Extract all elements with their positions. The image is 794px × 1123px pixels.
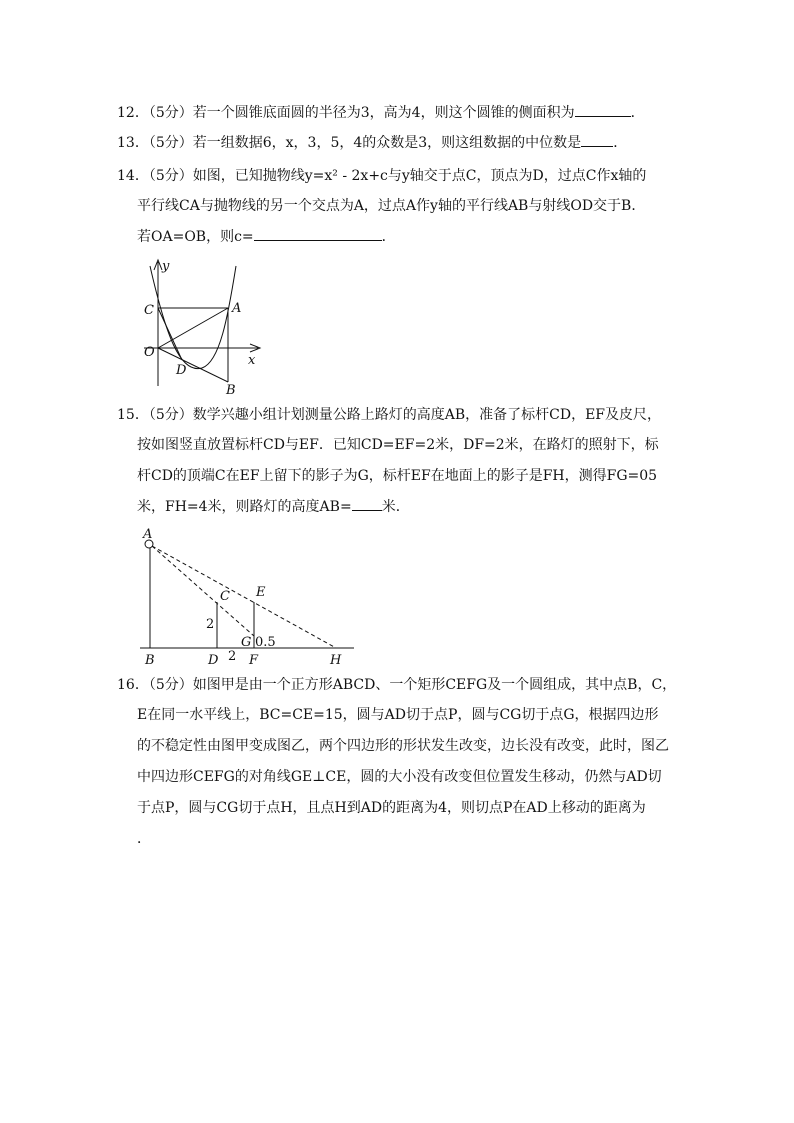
question-14 (117, 167, 646, 185)
question-15 (117, 406, 661, 424)
question-15-line-4 (137, 498, 410, 516)
question-16 (117, 676, 676, 694)
question-text: 若一组数据6，x，3，5，4的众数是3，则这组数据的中位数是 (192, 135, 582, 151)
question-score: （5分） (148, 677, 193, 693)
question-text: 若一个圆锥底面圆的半径为3，高为4，则这个圆锥的侧面积为 (192, 105, 575, 121)
question-text-line-1: 如图甲是由一个正方形ABCD、一个矩形CEFG及一个圆组成，其中点B，C， (192, 677, 677, 693)
label-fg-length: 0.5 (255, 635, 276, 650)
label-d: D (176, 363, 187, 378)
light-ray-ag (152, 546, 254, 636)
question-number: 13． (117, 135, 149, 151)
question-score: （5分） (148, 407, 193, 423)
label-x: x (248, 353, 256, 368)
question-15-line-2: 按如图竖直放置标杆CD与EF．已知CD=EF=2米，DF=2米，在路灯的照射下，标 (137, 437, 659, 453)
label-f: F (249, 653, 259, 668)
segment-cd (158, 308, 182, 360)
question-score: （5分） (148, 135, 193, 151)
question-score: （5分） (148, 168, 193, 184)
question-text-line-1: 如图，已知抛物线y=x² - 2x+c与y轴交于点C，顶点为D，过点C作x轴的 (192, 168, 647, 184)
question-number: 15． (117, 407, 149, 423)
answer-blank[interactable] (254, 228, 382, 241)
label-a: A (232, 301, 242, 316)
label-e: E (256, 585, 266, 600)
parabola-figure (140, 256, 270, 396)
answer-blank[interactable] (581, 134, 613, 147)
question-tail: ． (630, 105, 645, 121)
question-number: 16． (117, 677, 149, 693)
question-16-line-4: 中四边形CEFG的对角线GE⊥CE，圆的大小没有改变但位置发生移动，仍然与AD切 (137, 769, 662, 785)
question-number: 12． (117, 105, 149, 121)
question-tail: 米． (381, 499, 410, 515)
label-df-length: 2 (228, 649, 237, 664)
label-g: G (241, 635, 252, 650)
question-12 (117, 104, 645, 122)
answer-blank[interactable] (575, 104, 631, 117)
question-13 (117, 134, 627, 152)
question-text-line-4: 米，FH=4米，则路灯的高度AB= (137, 499, 352, 515)
label-h: H (330, 653, 342, 668)
question-number: 14． (117, 168, 149, 184)
label-cd-length: 2 (206, 617, 215, 632)
question-14-line-3 (137, 228, 396, 246)
parabola-curve (150, 266, 236, 369)
question-score: （5分） (148, 105, 193, 121)
question-text-line-1: 数学兴趣小组计划测量公路上路灯的高度AB，准备了标杆CD，EF及皮尺， (192, 407, 662, 423)
question-14-line-2: 平行线CA与抛物线的另一个交点为A，过点A作y轴的平行线AB与射线OD交于B． (137, 198, 646, 214)
label-o: O (144, 345, 155, 360)
label-c: C (144, 303, 154, 318)
light-ray-ah (152, 546, 336, 648)
question-text-line-3: 若OA=OB，则c= (137, 229, 254, 245)
question-16-line-2: E在同一水平线上，BC=CE=15，圆与AD切于点P，圆与CG切于点G，根据四边形 (137, 707, 659, 723)
label-b: B (145, 653, 155, 668)
label-a: A (143, 527, 153, 542)
label-c: C (220, 589, 230, 604)
question-15-line-3: 杆CD的顶端C在EF上留下的影子为G，标杆EF在地面上的影子是FH，测得FG=05 (137, 468, 658, 484)
label-b: B (226, 383, 236, 398)
question-16-line-5: 于点P，圆与CG切于点H，且点H到AD的距离为4，则切点P在AD上移动的距离为 (137, 800, 646, 816)
question-16-line-6: ． (137, 831, 151, 847)
street-lamp-figure (140, 526, 360, 668)
question-tail: ． (613, 135, 628, 151)
label-y: y (162, 259, 170, 274)
question-tail: ． (381, 229, 396, 245)
segment-ob (158, 348, 228, 382)
segment-oa (158, 308, 228, 348)
question-16-line-3: 的不稳定性由图甲变成图乙，两个四边形的形状发生改变，边长没有改变，此时，图乙 (137, 738, 669, 754)
label-d: D (208, 653, 219, 668)
answer-blank[interactable] (352, 498, 382, 511)
